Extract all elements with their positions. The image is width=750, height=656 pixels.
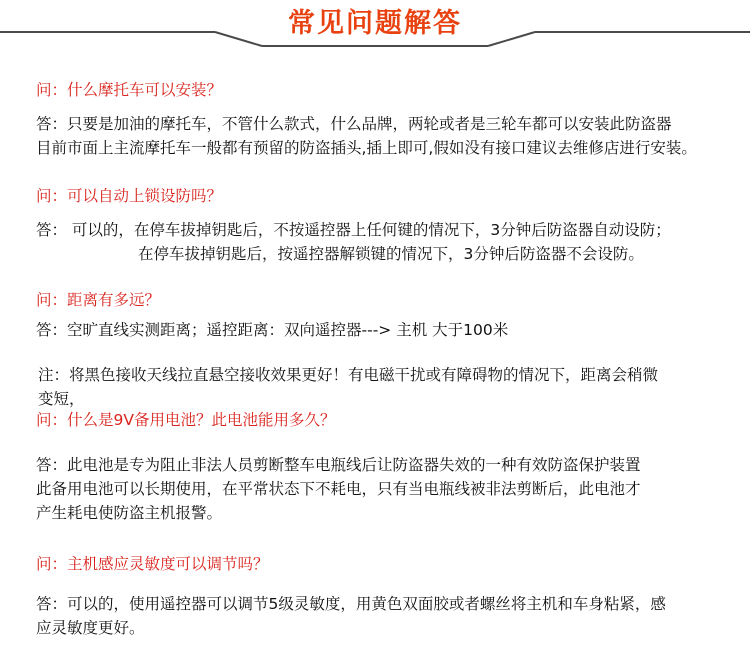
faq-answer-5-line-2: 应灵敏度更好。	[36, 619, 145, 637]
faq-answer-2	[36, 218, 671, 266]
faq-question-3: 问：距离有多远？	[36, 291, 161, 309]
faq-note-3-line-1: 注：将黑色接收天线拉直悬空接收效果更好！有电磁干扰或有障碍物的情况下，距离会稍微	[38, 366, 659, 384]
faq-note-3-line-2: 变短，	[38, 390, 85, 408]
faq-question-1: 问：什么摩托车可以安装？	[36, 81, 223, 99]
faq-answer-4	[36, 453, 641, 525]
faq-answer-4-line-2: 此备用电池可以长期使用，在平常状态下不耗电，只有当电瓶线被非法剪断后，此电池才	[36, 480, 641, 498]
faq-answer-3-line-1: 答：空旷直线实测距离；遥控距离：双向遥控器---> 主机 大于100米	[36, 321, 509, 339]
faq-answer-1-line-1: 答：只要是加油的摩托车，不管什么款式，什么品牌，两轮或者是三轮车都可以安装此防盗器	[36, 115, 672, 133]
faq-answer-1-line-2: 目前市面上主流摩托车一般都有预留的防盗插头,插上即可,假如没有接口建议去维修店进行安装。	[36, 139, 697, 157]
faq-answer-5	[36, 592, 666, 640]
faq-answer-4-line-3: 产生耗电使防盗主机报警。	[36, 504, 223, 522]
faq-answer-4-line-1: 答：此电池是专为阻止非法人员剪断整车电瓶线后让防盗器失效的一种有效防盗保护装置	[36, 456, 641, 474]
faq-question-2: 问：可以自动上锁设防吗？	[36, 187, 223, 205]
faq-note-3	[38, 363, 658, 411]
faq-answer-2-line-2: 在停车拔掉钥匙后，按遥控器解锁键的情况下，3分钟后防盗器不会设防。	[138, 245, 644, 263]
faq-answer-2-line-1: 答： 可以的，在停车拔掉钥匙后，不按遥控器上任何键的情况下，3分钟后防盗器自动设防；	[36, 221, 671, 239]
faq-header	[0, 0, 750, 56]
faq-question-4: 问：什么是9V备用电池？此电池能用多久？	[36, 411, 336, 429]
page-title: 常见问题解答	[288, 8, 462, 39]
faq-answer-5-line-1: 答：可以的，使用遥控器可以调节5级灵敏度，用黄色双面胶或者螺丝将主机和车身粘紧，感	[36, 595, 666, 613]
faq-answer-1	[36, 112, 697, 160]
faq-question-5: 问：主机感应灵敏度可以调节吗？	[36, 555, 269, 573]
faq-answer-3	[36, 318, 508, 342]
